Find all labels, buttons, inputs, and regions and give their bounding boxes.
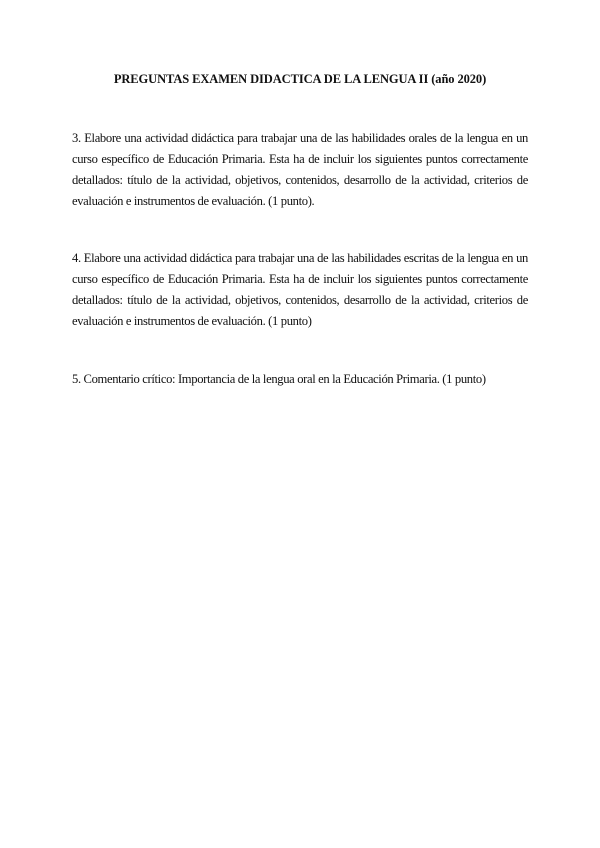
- question-5: 5. Comentario crítico: Importancia de la lengua oral en la Educación Primaria. (1 punto): [72, 372, 486, 386]
- page-title: PREGUNTAS EXAMEN DIDACTICA DE LA LENGUA II (año 2020): [113, 72, 487, 86]
- question-3: 3. Elabore una actividad didáctica para trabajar una de las habilidades orales de la lengua en un curso específico de Educación Primaria. Esta ha de incluir los siguientes puntos correctamente detallados: título de la actividad, objetivos, contenidos, desarrollo de la actividad, criterios de evaluación e instrumentos de evaluación. (1 punto).: [72, 131, 528, 208]
- question-4: 4. Elabore una actividad didáctica para trabajar una de las habilidades escritas de la lengua en un curso específico de Educación Primaria. Esta ha de incluir los siguientes puntos correctamente detallados: título de la actividad, objetivos, contenidos, desarrollo de la actividad, criterios de evaluación e instrumentos de evaluación. (1 punto): [72, 251, 528, 328]
